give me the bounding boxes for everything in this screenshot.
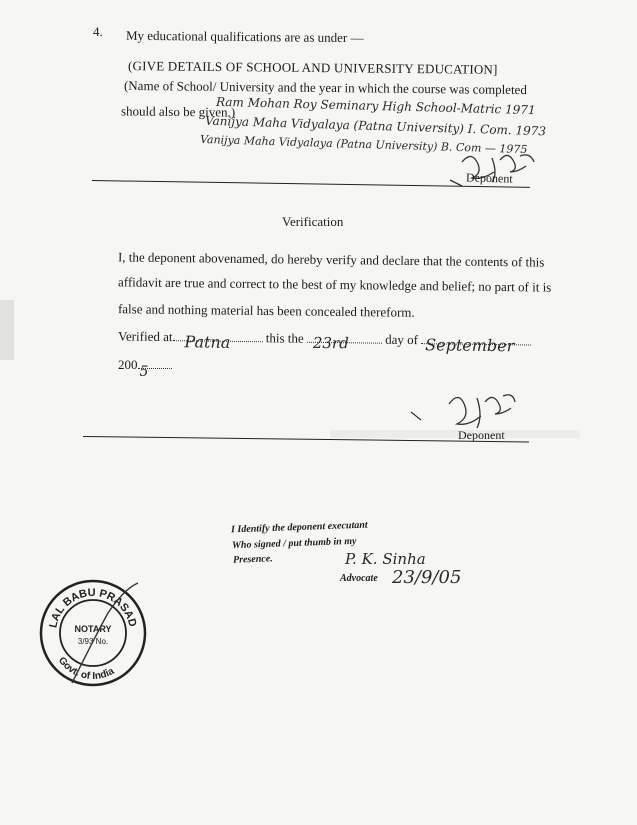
year-field — [138, 364, 172, 380]
identify-line1: I Identify the deponent executant — [230, 519, 368, 536]
deponent-label-2: Deponent — [458, 428, 505, 442]
advocate-label: Advocate — [340, 573, 378, 584]
place-value: Patna — [184, 332, 231, 352]
this-the-label: this the — [265, 330, 304, 346]
day-value: 23rd — [312, 333, 349, 353]
scan-noise — [0, 300, 14, 360]
stamp-top-text: LAL BABU PRASAD — [47, 586, 139, 630]
advocate-date: 23/9/05 — [392, 567, 462, 588]
qualification-entry-icom: Vanijya Maha Vidyalaya (Patna University) I. Com. 1973 — [204, 113, 547, 139]
identify-line3: Presence. — [232, 553, 273, 566]
identify-line2: Who signed / put thumb in my — [231, 535, 357, 552]
day-field — [307, 333, 382, 353]
stamp-bottom-text: Govt. of India — [55, 655, 117, 683]
year-row — [118, 357, 172, 380]
verified-at-row — [117, 328, 531, 356]
verification-text-line1: I, the deponent abovenamed, do hereby verify and declare that the contents of this — [117, 249, 545, 270]
stamp-center-text: NOTARY — [74, 624, 112, 634]
qualifications-instruction: (GIVE DETAILS OF SCHOOL AND UNIVERSITY EDUCATION] — [127, 58, 498, 77]
year-digit: 5 — [139, 364, 149, 380]
month-value: September — [425, 335, 515, 356]
notary-stamp — [38, 578, 148, 688]
verification-heading: Verification — [282, 214, 344, 229]
deponent-label-1: Deponent — [465, 170, 513, 186]
verification-text-line2: affidavit are true and correct to the best of my knowledge and belief; no part of it is — [117, 274, 552, 295]
qualification-entry-school: Ram Mohan Roy Seminary High School-Matric 1971 — [215, 94, 536, 118]
verification-text-line3: false and nothing material has been concealed thereform. — [117, 301, 415, 320]
month-field — [421, 335, 531, 356]
year-prefix: 200 — [118, 357, 138, 372]
verified-at-label: Verified at — [117, 328, 173, 345]
stamp-number: 3/93 No. — [77, 637, 109, 646]
advocate-signature: P. K. Sinha — [345, 550, 426, 568]
day-of-label: day of — [385, 331, 419, 348]
qualification-entry-bcom: Vanijya Maha Vidyalaya (Patna University) B. Com — 1975 — [199, 132, 528, 157]
item-number: 4. — [93, 24, 103, 39]
qualifications-note: (Name of School/ University and the year in which the course was completed — [123, 77, 527, 98]
qualifications-note-end: should also be given.) — [120, 103, 236, 120]
place-field — [172, 332, 262, 352]
qualifications-intro: My educational qualifications are as under — — [125, 27, 364, 46]
